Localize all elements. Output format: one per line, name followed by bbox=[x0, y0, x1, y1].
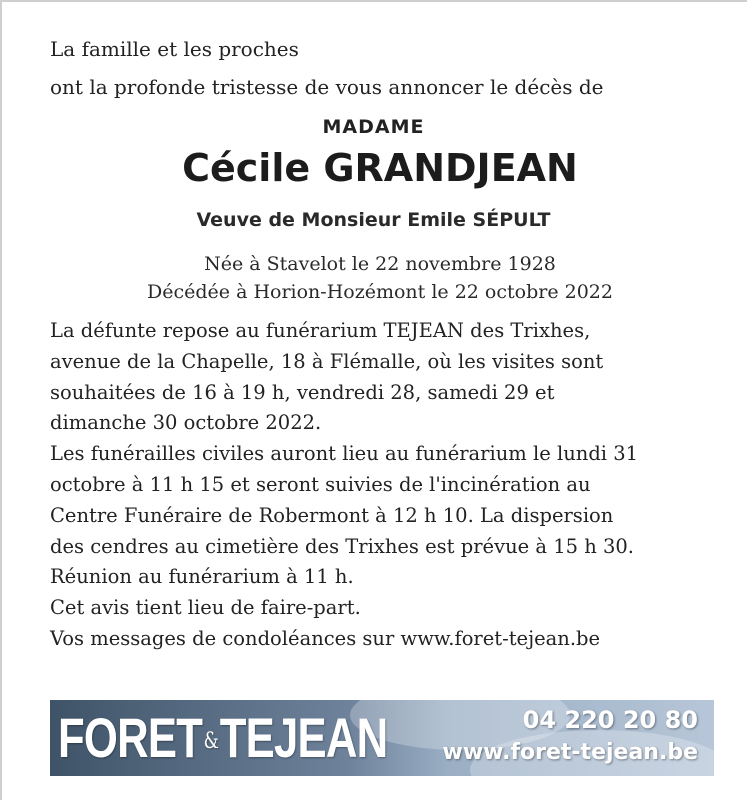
body-line: Les funérailles civiles auront lieu au funérarium le lundi 31 bbox=[50, 442, 639, 466]
body-line: des cendres au cimetière des Trixhes est prévue à 15 h 30. bbox=[50, 534, 634, 558]
banner-website[interactable]: www.foret-tejean.be bbox=[442, 740, 698, 765]
funeral-home-banner bbox=[50, 700, 714, 776]
body-line: souhaitées de 16 à 19 h, vendredi 28, samedi 29 et bbox=[50, 380, 555, 404]
deceased-title: MADAME bbox=[322, 116, 425, 138]
body-line: Cet avis tient lieu de faire-part. bbox=[50, 596, 361, 620]
body-line: avenue de la Chapelle, 18 à Flémalle, où les visites sont bbox=[50, 349, 604, 373]
banner-phone: 04 220 20 80 bbox=[522, 706, 698, 734]
funeral-home-logo: FORET&TEJEAN bbox=[58, 706, 388, 769]
announcement-body bbox=[50, 316, 740, 655]
intro-line-2: ont la profonde tristesse de vous annoncer le décès de bbox=[50, 75, 604, 99]
body-line: Vos messages de condoléances sur www.foret-tejean.be bbox=[50, 626, 601, 650]
spouse-line: Veuve de Monsieur Emile SÉPULT bbox=[196, 209, 551, 231]
body-line: La défunte repose au funérarium TEJEAN des Trixhes, bbox=[50, 319, 591, 342]
death-line: Décédée à Horion-Hozémont le 22 octobre 2022 bbox=[147, 281, 613, 303]
body-line: Réunion au funérarium à 11 h. bbox=[50, 565, 354, 589]
intro-line-1: La famille et les proches bbox=[50, 37, 299, 61]
body-line: dimanche 30 octobre 2022. bbox=[50, 411, 322, 435]
deceased-name: Cécile GRANDJEAN bbox=[182, 146, 578, 190]
body-line: octobre à 11 h 15 et seront suivies de l'incinération au bbox=[50, 472, 591, 496]
body-line: Centre Funéraire de Robermont à 12 h 10. La dispersion bbox=[50, 503, 614, 527]
birth-line: Née à Stavelot le 22 novembre 1928 bbox=[204, 253, 556, 275]
